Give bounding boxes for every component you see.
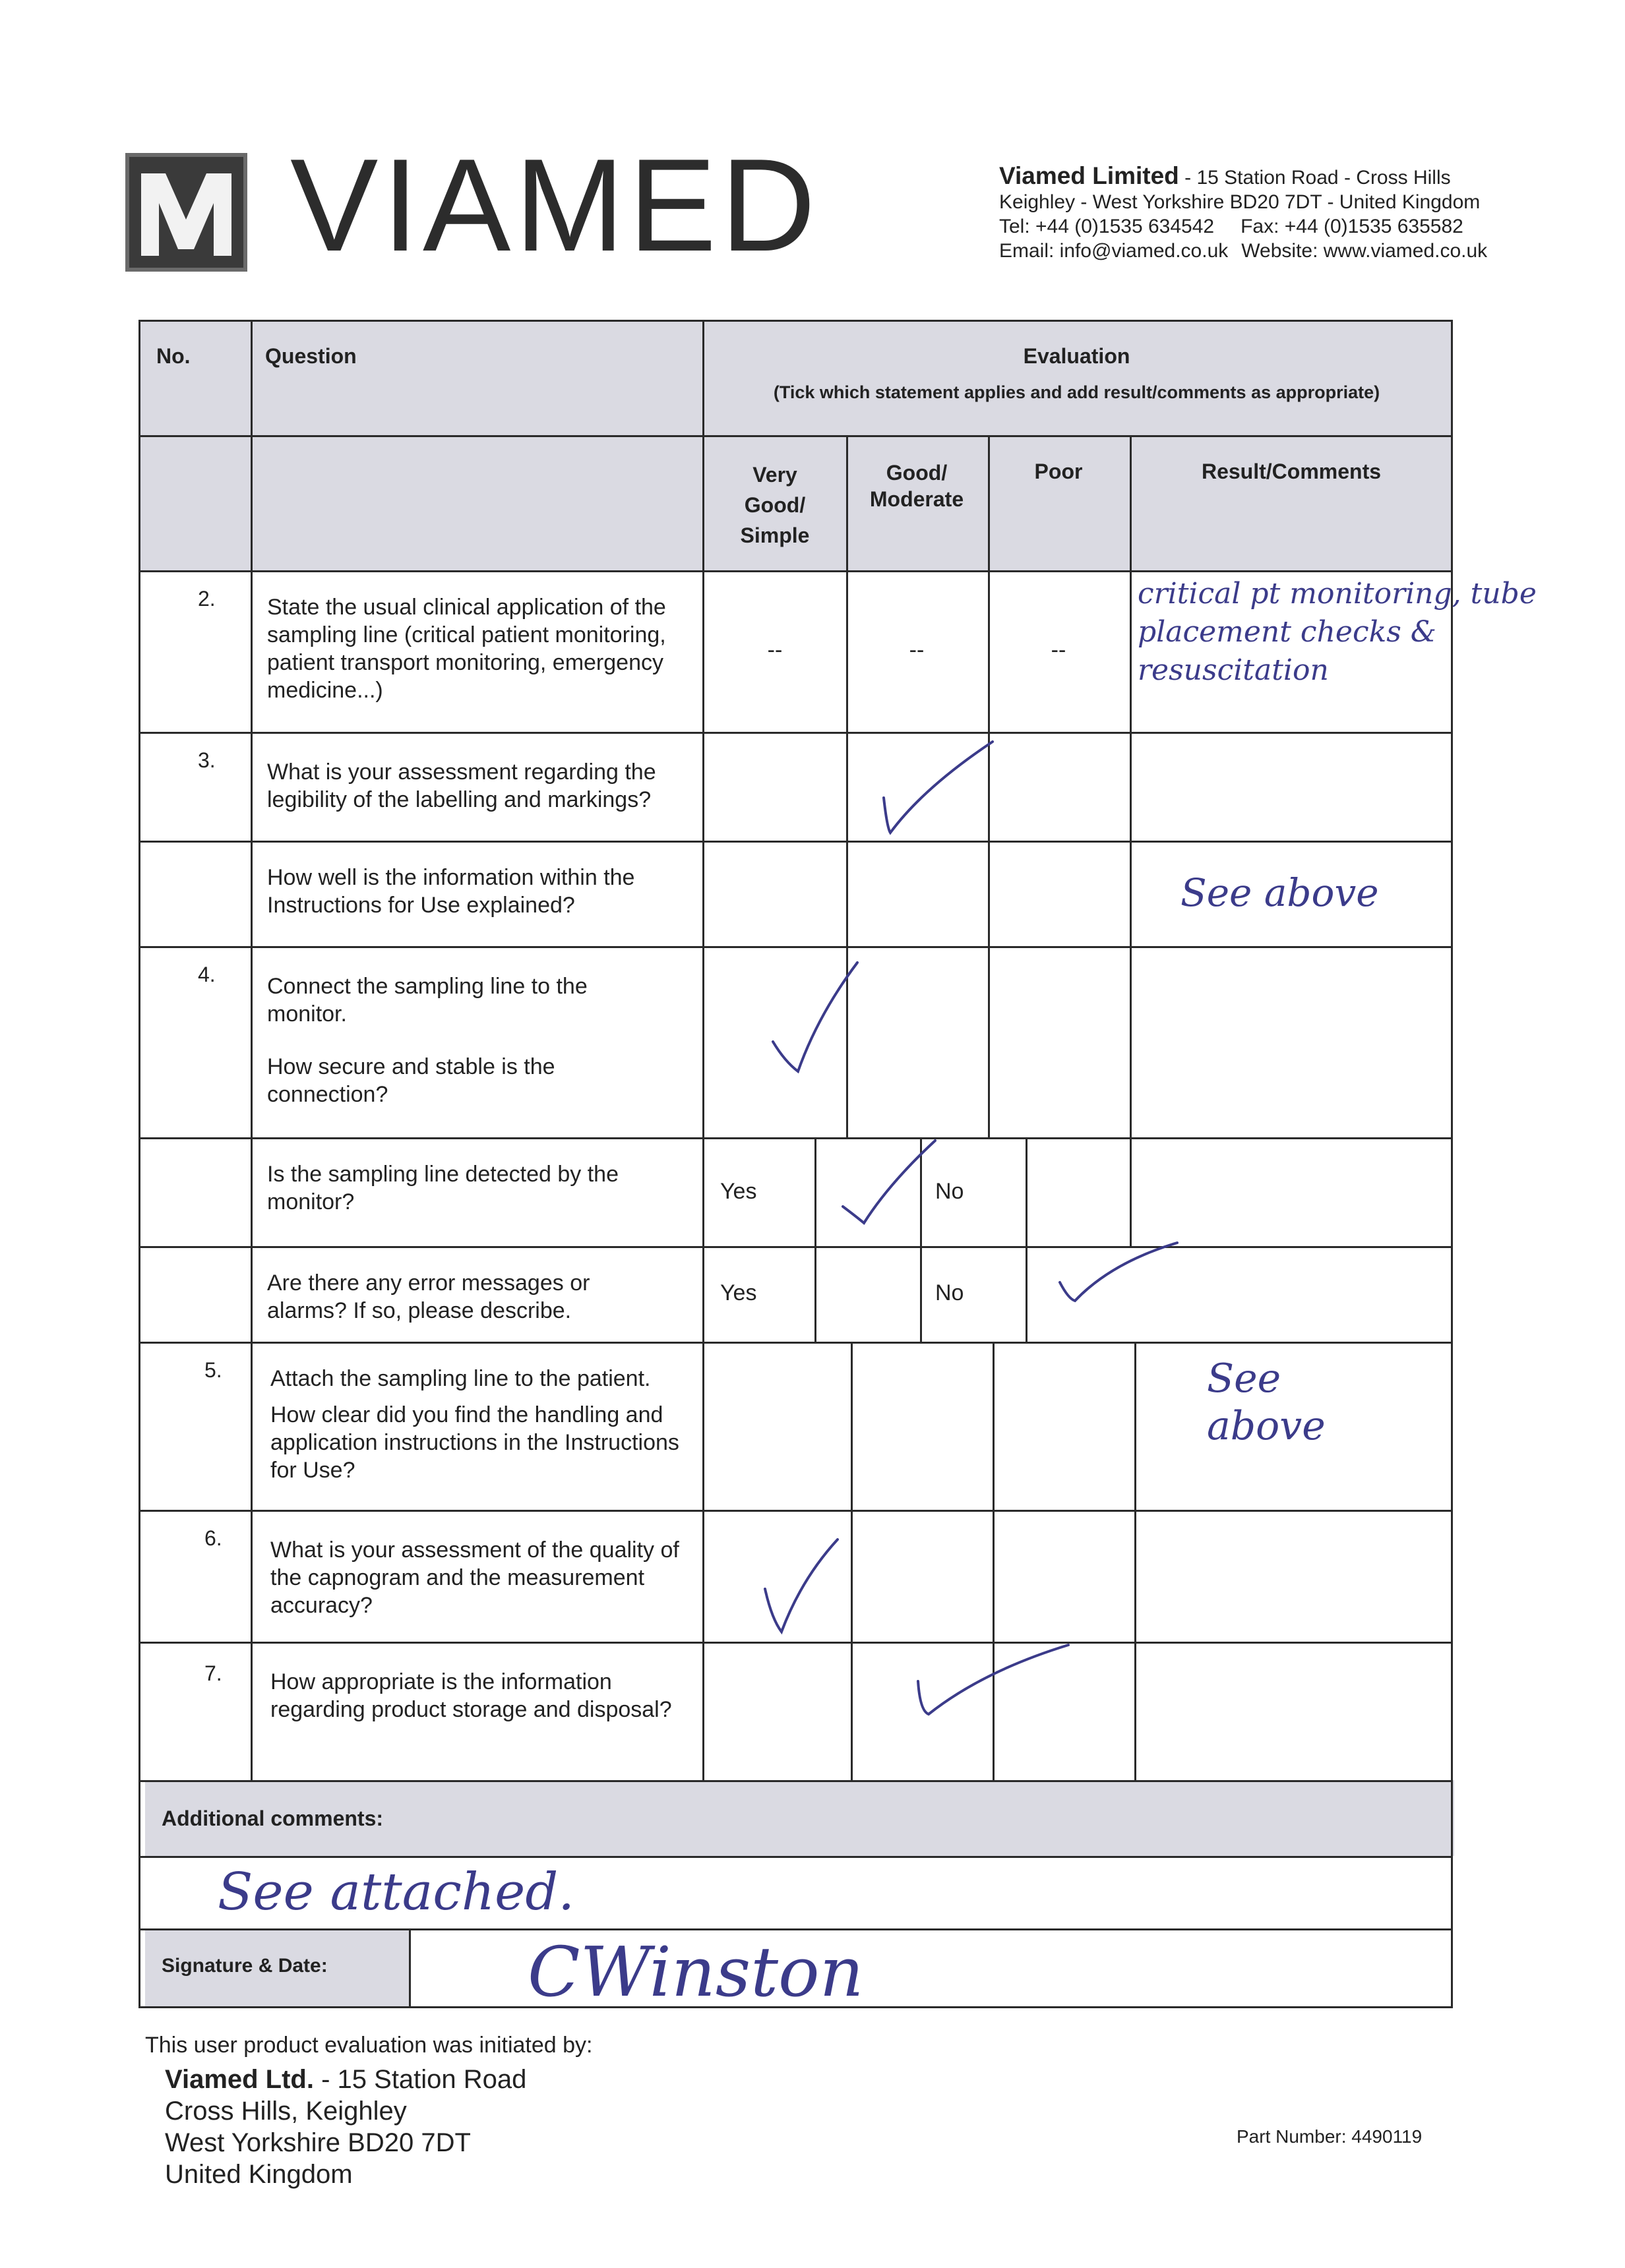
footer-address [165, 2064, 526, 2190]
question-text: Is the sampling line detected by the monitor? [267, 1162, 619, 1214]
no-label: No [935, 1280, 964, 1305]
company-address-line2: Keighley - West Yorkshire BD20 7DT - United Kingdom [999, 191, 1481, 213]
company-address-line1: - 15 Station Road - Cross Hills [1179, 167, 1451, 189]
col-no-header: No. [156, 344, 191, 368]
tick-mark-icon [1052, 1236, 1184, 1309]
question-text: How appropriate is the information regarding product storage and disposal? [270, 1669, 672, 1722]
no-label: No [935, 1179, 964, 1204]
footer-company: Viamed Ltd. [165, 2065, 314, 2094]
yes-label: Yes [720, 1280, 757, 1305]
col-question-header: Question [265, 344, 357, 368]
logo-wordmark: VIAMED [290, 132, 820, 279]
tick-mark-icon [871, 735, 1002, 841]
footer-addr4: United Kingdom [165, 2160, 353, 2189]
question-text: Connect the sampling line to the monitor. [267, 974, 588, 1027]
viamed-logo-mark [125, 153, 247, 272]
yes-label: Yes [720, 1179, 757, 1204]
signature-label: Signature & Date: [162, 1955, 328, 1977]
question-text: Attach the sampling line to the patient. [270, 1366, 651, 1391]
company-fax: Fax: +44 (0)1535 635582 [1241, 216, 1463, 237]
row-number: 5. [204, 1358, 222, 1382]
signature-value: CWinston [528, 1932, 864, 2012]
footer-addr1: - 15 Station Road [313, 2065, 527, 2094]
initiated-by-note: This user product evaluation was initiated by: [145, 2033, 593, 2058]
footer-addr3: West Yorkshire BD20 7DT [165, 2128, 471, 2157]
additional-comments-value: See attached. [218, 1863, 575, 1922]
good-dash: -- [909, 638, 925, 663]
company-tel: Tel: +44 (0)1535 634542 [999, 216, 1215, 237]
handwritten-comment: critical pt monitoring, tube placement checks & resuscitation [1138, 577, 1537, 687]
part-number: Part Number: 4490119 [1237, 2126, 1423, 2147]
row-number: 7. [204, 1661, 222, 1685]
sub-good-moderate: Good/ Moderate [869, 461, 964, 511]
question-text-secondary: How clear did you find the handling and application instructions in the Instructions for Use? [270, 1402, 679, 1483]
company-contact-block [999, 164, 1487, 263]
handwritten-comment: See above [1207, 1356, 1326, 1449]
handwritten-comment: See above [1180, 870, 1379, 915]
footer-addr2: Cross Hills, Keighley [165, 2097, 407, 2126]
question-text: Are there any error messages or alarms? If so, please describe. [267, 1270, 590, 1323]
company-website: Website: www.viamed.co.uk [1241, 240, 1488, 262]
col-evaluation-header: Evaluation [1023, 344, 1130, 368]
question-text: How well is the information within the Instructions for Use explained? [267, 865, 635, 918]
sub-very-good: Very Good/ Simple [740, 463, 810, 547]
tick-mark-icon [755, 1533, 847, 1638]
row-number: 2. [198, 587, 216, 611]
sub-result-comments: Result/Comments [1201, 460, 1382, 483]
question-text: What is your assessment of the quality of the capnogram and the measurement accuracy? [270, 1537, 679, 1618]
row-number: 6. [204, 1526, 222, 1550]
tick-mark-icon [910, 1642, 1075, 1721]
sub-poor: Poor [1034, 460, 1083, 483]
question-text-secondary: How secure and stable is the connection? [267, 1054, 555, 1107]
tick-mark-icon [765, 956, 871, 1081]
m-logo-icon [129, 157, 243, 268]
additional-comments-label: Additional comments: [162, 1806, 384, 1830]
question-text: What is your assessment regarding the legibility of the labelling and markings? [267, 760, 656, 812]
row-number: 3. [198, 748, 216, 772]
company-name: Viamed Limited [999, 162, 1179, 189]
evaluation-note: (Tick which statement applies and add result/comments as appropriate) [773, 382, 1380, 402]
question-text: State the usual clinical application of the sampling line (critical patient monitoring, patient transport monitoring, emergency medicine...) [267, 595, 666, 703]
tick-mark-icon [836, 1137, 948, 1230]
poor-dash: -- [1051, 638, 1066, 663]
row-number: 4. [198, 963, 216, 986]
company-email: Email: info@viamed.co.uk [999, 240, 1229, 262]
very-good-dash: -- [767, 638, 783, 663]
